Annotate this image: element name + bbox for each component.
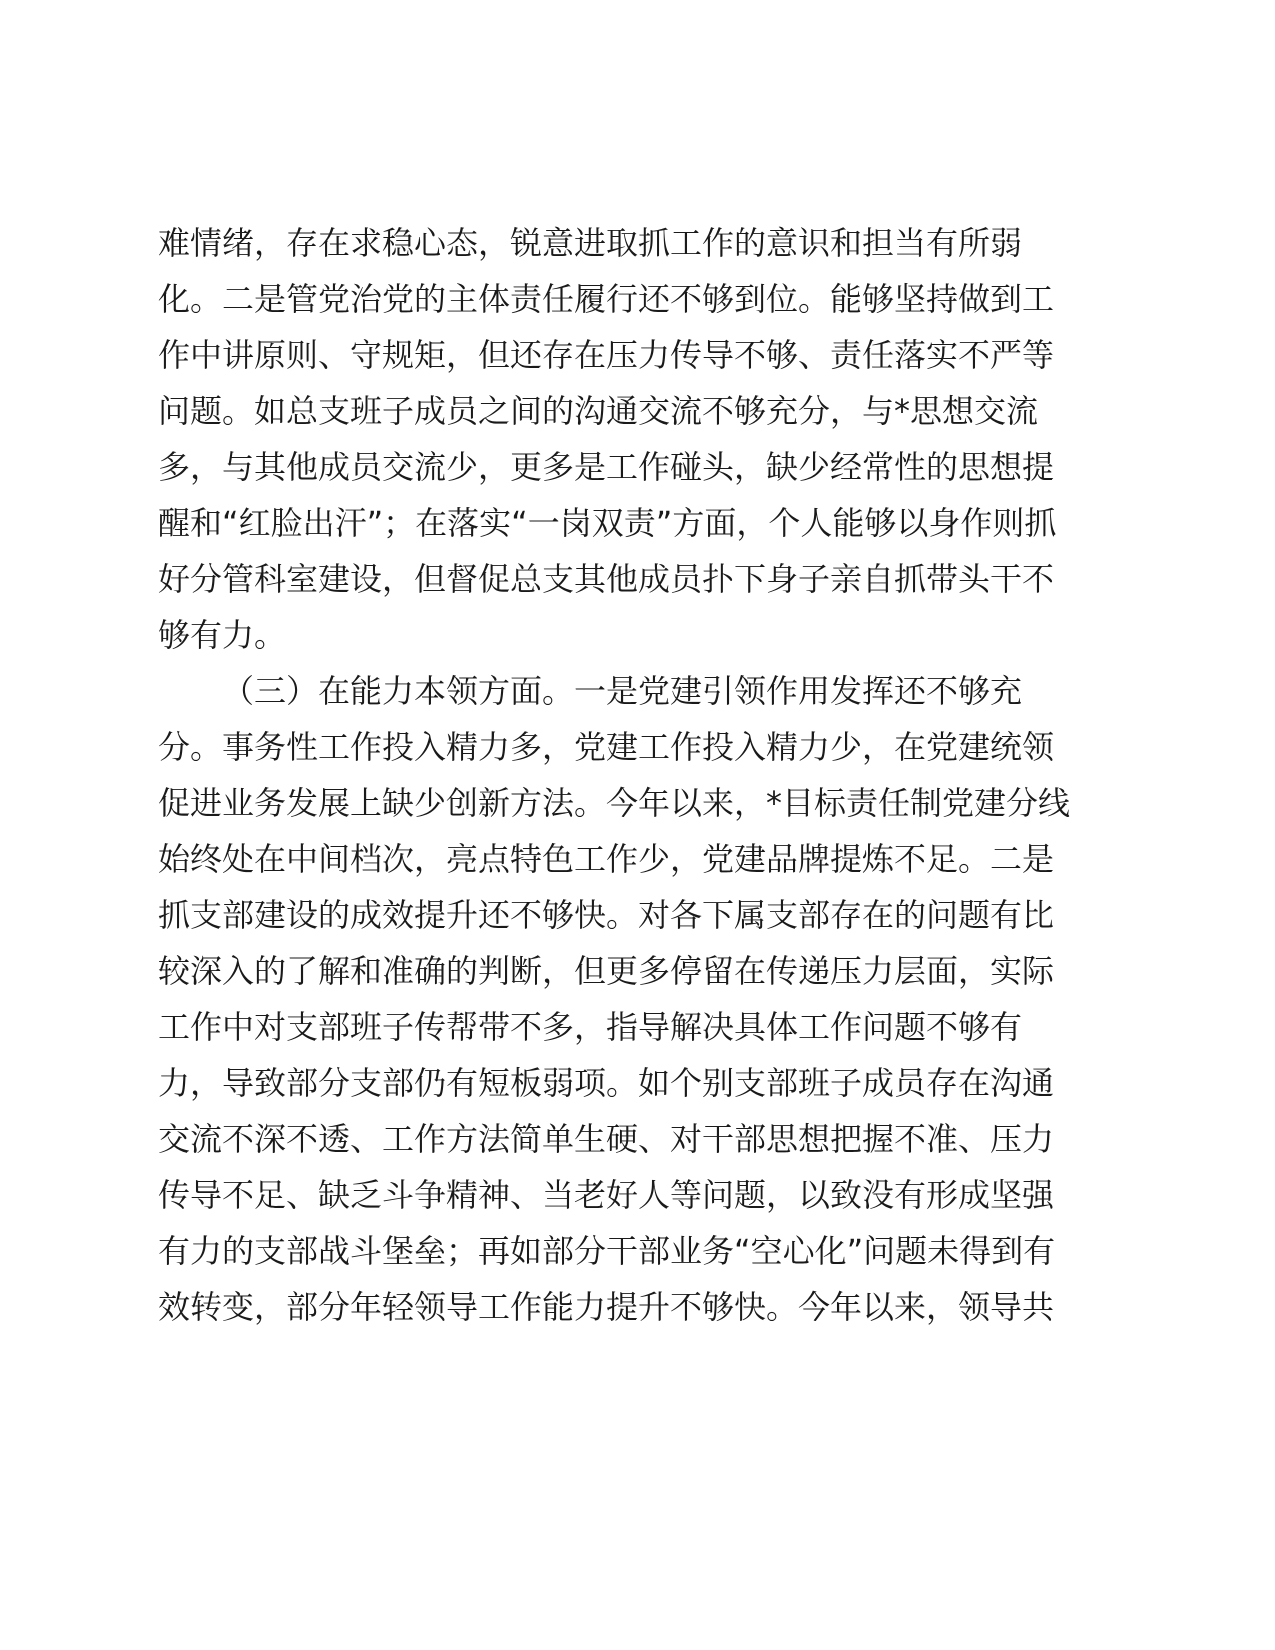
text-line: 始终处在中间档次，亮点特色工作少，党建品牌提炼不足。二是 bbox=[158, 840, 1055, 878]
text-line: 工作中对支部班子传帮带不多，指导解决具体工作问题不够有 bbox=[158, 1008, 1023, 1046]
text-line: 醒和“红脸出汗”；在落实“一岗双责”方面，个人能够以身作则抓 bbox=[158, 504, 1057, 542]
text-line: 作中讲原则、守规矩，但还存在压力传导不够、责任落实不严等 bbox=[158, 336, 1055, 374]
text-line: 够有力。 bbox=[158, 616, 287, 654]
text-line: 问题。如总支班子成员之间的沟通交流不够充分，与*思想交流 bbox=[158, 392, 1039, 430]
text-line: 抓支部建设的成效提升还不够快。对各下属支部存在的问题有比 bbox=[158, 896, 1055, 934]
text-line: 化。二是管党治党的主体责任履行还不够到位。能够坚持做到工 bbox=[158, 280, 1055, 318]
text-line: 分。事务性工作投入精力多，党建工作投入精力少，在党建统领 bbox=[158, 728, 1055, 766]
text-line: 力，导致部分支部仍有短板弱项。如个别支部班子成员存在沟通 bbox=[158, 1064, 1055, 1102]
text-line: 促进业务发展上缺少创新方法。今年以来，*目标责任制党建分线 bbox=[158, 784, 1071, 822]
text-line: 难情绪，存在求稳心态，锐意进取抓工作的意识和担当有所弱 bbox=[158, 224, 1023, 262]
section-heading-line: （三）在能力本领方面。一是党建引领作用发挥还不够充 bbox=[222, 672, 1023, 710]
text-line: 多，与其他成员交流少，更多是工作碰头，缺少经常性的思想提 bbox=[158, 448, 1055, 486]
text-line: 有力的支部战斗堡垒；再如部分干部业务“空心化”问题未得到有 bbox=[158, 1232, 1056, 1270]
body-text bbox=[158, 215, 1118, 1335]
text-line: 效转变，部分年轻领导工作能力提升不够快。今年以来，领导共 bbox=[158, 1288, 1055, 1326]
text-line: 较深入的了解和准确的判断，但更多停留在传递压力层面，实际 bbox=[158, 952, 1055, 990]
text-line: 传导不足、缺乏斗争精神、当老好人等问题，以致没有形成坚强 bbox=[158, 1176, 1055, 1214]
text-line: 好分管科室建设，但督促总支其他成员扑下身子亲自抓带头干不 bbox=[158, 560, 1055, 598]
text-line: 交流不深不透、工作方法简单生硬、对干部思想把握不准、压力 bbox=[158, 1120, 1055, 1158]
